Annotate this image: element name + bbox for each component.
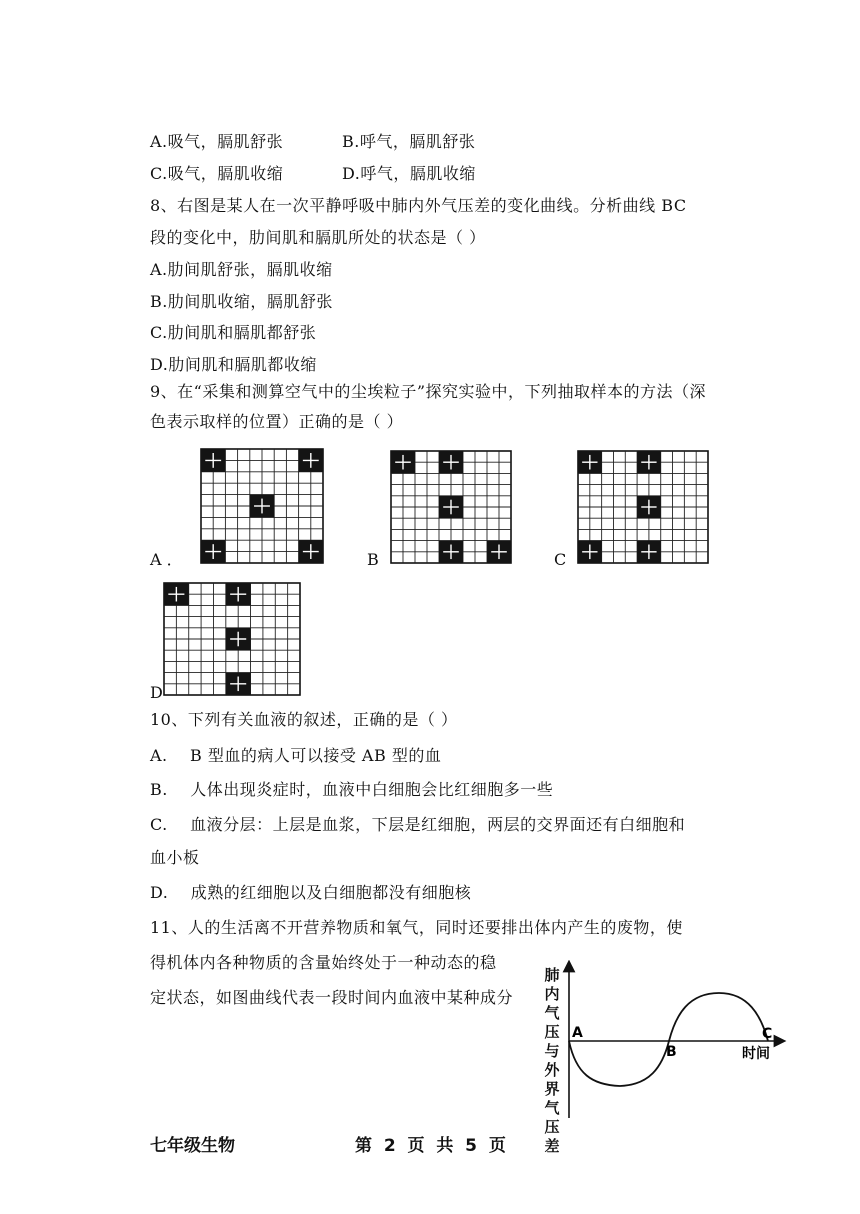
q10-option-c-cont: 血小板 <box>150 848 200 867</box>
q8-stem-line1: 8、右图是某人在一次平静呼吸中肺内外气压差的变化曲线。分析曲线 BC <box>150 196 687 215</box>
sampling-grid-a <box>200 448 324 564</box>
grid-c-svg <box>577 450 709 564</box>
q10-option-c: C. 血液分层：上层是血浆，下层是红细胞，两层的交界面还有白细胞和 <box>150 815 686 834</box>
grid-a-svg <box>200 448 324 564</box>
q7-option-a: A.吸气，膈肌舒张 <box>150 132 284 151</box>
graph-x-label: 时间 <box>742 1046 770 1062</box>
q9-stem-line1: 9、在“采集和测算空气中的尘埃粒子”探究实验中，下列抽取样本的方法（深 <box>150 382 707 401</box>
grid-b-label: B <box>367 550 379 569</box>
q9-stem-line2: 色表示取样的位置）正确的是（ ） <box>150 412 404 431</box>
sampling-grid-b <box>390 450 512 564</box>
point-b-label: B <box>666 1044 677 1060</box>
q10-option-d: D. 成熟的红细胞以及白细胞都没有细胞核 <box>150 883 472 902</box>
q8-option-d: D.肋间肌和膈肌都收缩 <box>150 355 317 374</box>
q7-option-b: B.呼气，膈肌舒张 <box>342 132 476 151</box>
pressure-graph <box>532 960 792 1122</box>
footer-page-number: 第 2 页 共 5 页 <box>355 1136 506 1156</box>
q8-option-b: B.肋间肌收缩，膈肌舒张 <box>150 292 333 311</box>
footer-subject: 七年级生物 <box>150 1136 235 1156</box>
grid-c-label: C <box>554 550 567 569</box>
q7-option-d: D.呼气，膈肌收缩 <box>342 164 476 183</box>
q11-line3: 定状态，如图曲线代表一段时间内血液中某种成分 <box>150 988 514 1007</box>
q8-stem-line2: 段的变化中，肋间肌和膈肌所处的状态是（ ） <box>150 228 486 247</box>
q8-option-a: A.肋间肌舒张，膈肌收缩 <box>150 260 333 279</box>
q10-stem: 10、下列有关血液的叙述，正确的是（ ） <box>150 710 458 729</box>
pressure-curve <box>569 993 768 1086</box>
grid-d-svg <box>163 582 301 696</box>
q10-option-b: B. 人体出现炎症时，血液中白细胞会比红细胞多一些 <box>150 780 554 799</box>
q8-option-c: C.肋间肌和膈肌都舒张 <box>150 323 317 342</box>
q7-option-c: C.吸气，膈肌收缩 <box>150 164 284 183</box>
q10-option-a: A. B 型血的病人可以接受 AB 型的血 <box>150 746 442 765</box>
q11-line1: 11、人的生活离不开营养物质和氧气，同时还要排出体内产生的废物，使 <box>150 918 683 937</box>
point-a-label: A <box>572 1025 583 1041</box>
point-c-label: C <box>762 1026 773 1042</box>
grid-d-label: D <box>150 683 163 702</box>
graph-y-label: 肺 内 气 压 与 外 界 气 压 差 <box>544 966 560 1155</box>
grid-a-label: A ． <box>150 550 183 569</box>
grid-b-svg <box>390 450 512 564</box>
sampling-grid-c <box>577 450 709 564</box>
q11-line2: 得机体内各种物质的含量始终处于一种动态的稳 <box>150 953 497 972</box>
sampling-grid-d <box>163 582 301 696</box>
